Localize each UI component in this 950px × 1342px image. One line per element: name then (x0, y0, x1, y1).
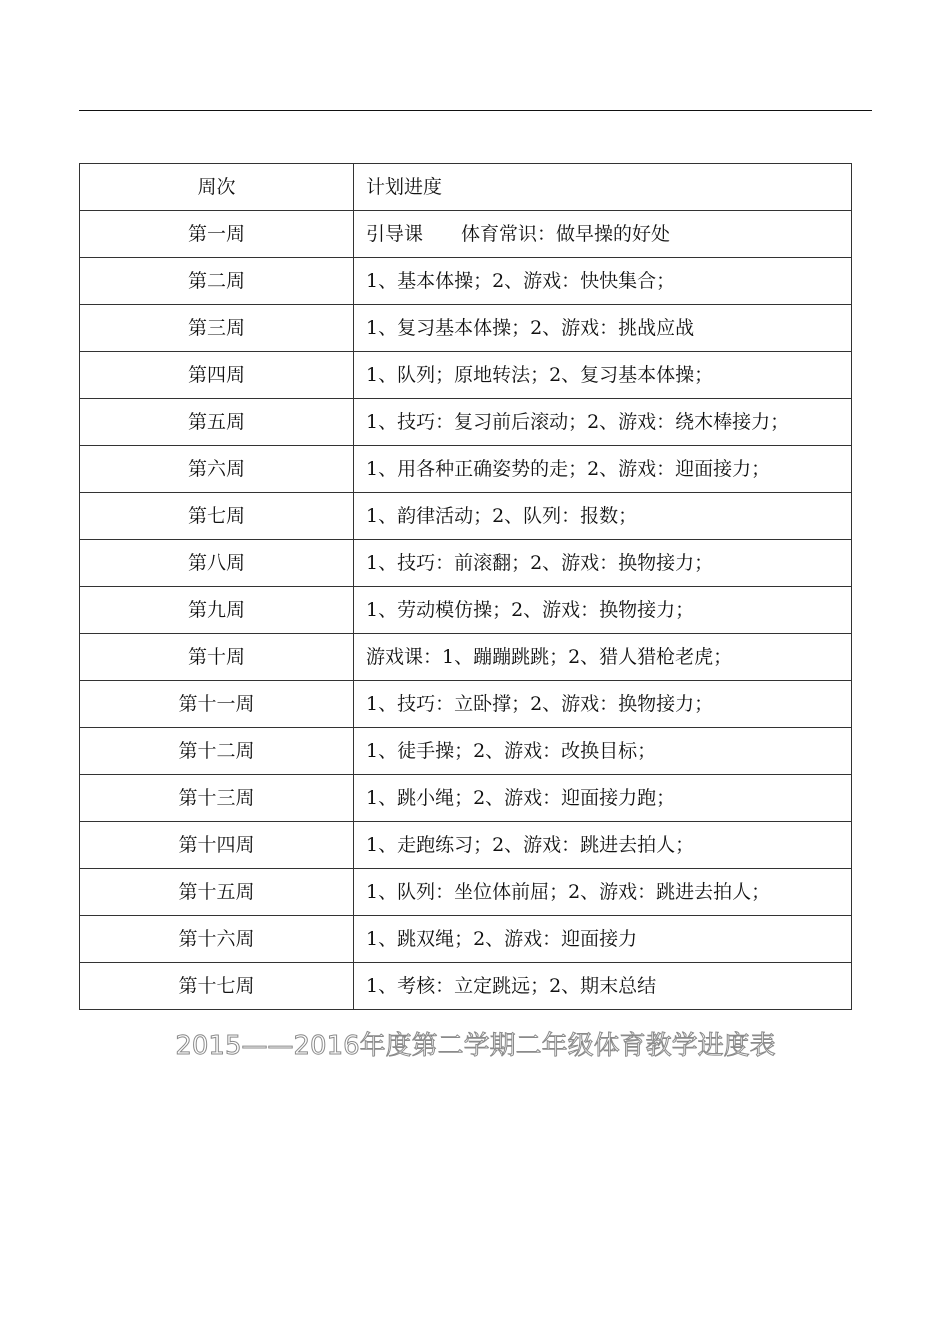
teaching-schedule-table (79, 163, 852, 1010)
plan-cell: 1、韵律活动；2、队列：报数； (354, 493, 852, 540)
table-row (80, 258, 852, 305)
table-header-row (80, 164, 852, 211)
week-cell: 第十二周 (80, 728, 354, 775)
table-row (80, 681, 852, 728)
week-cell: 第八周 (80, 540, 354, 587)
plan-cell: 1、徒手操；2、游戏：改换目标； (354, 728, 852, 775)
week-cell: 第四周 (80, 352, 354, 399)
table-row (80, 728, 852, 775)
plan-cell: 1、走跑练习；2、游戏：跳进去拍人； (354, 822, 852, 869)
week-cell: 第六周 (80, 446, 354, 493)
header-rule (79, 110, 872, 111)
week-cell: 第一周 (80, 211, 354, 258)
week-cell: 第十一周 (80, 681, 354, 728)
table-row (80, 869, 852, 916)
table-row (80, 352, 852, 399)
week-cell: 第十周 (80, 634, 354, 681)
table-row (80, 540, 852, 587)
plan-cell: 1、考核：立定跳远；2、期末总结 (354, 963, 852, 1010)
week-cell: 第九周 (80, 587, 354, 634)
week-cell: 第十六周 (80, 916, 354, 963)
plan-cell: 1、劳动模仿操；2、游戏：换物接力； (354, 587, 852, 634)
plan-cell: 1、跳双绳；2、游戏：迎面接力 (354, 916, 852, 963)
week-cell: 第五周 (80, 399, 354, 446)
table-row (80, 634, 852, 681)
plan-cell: 引导课 体育常识：做早操的好处 (354, 211, 852, 258)
week-cell: 第十七周 (80, 963, 354, 1010)
table-row (80, 493, 852, 540)
week-cell: 第三周 (80, 305, 354, 352)
plan-cell: 1、用各种正确姿势的走；2、游戏：迎面接力； (354, 446, 852, 493)
plan-cell: 1、队列；原地转法；2、复习基本体操； (354, 352, 852, 399)
table-row (80, 963, 852, 1010)
week-cell: 第十三周 (80, 775, 354, 822)
document-title: 2015——2016年度第二学期二年级体育教学进度表 (175, 1031, 776, 1061)
plan-cell: 游戏课：1、蹦蹦跳跳；2、猎人猎枪老虎； (354, 634, 852, 681)
week-cell: 第十五周 (80, 869, 354, 916)
table-row (80, 446, 852, 493)
table-row (80, 587, 852, 634)
table-row (80, 399, 852, 446)
plan-cell: 1、队列：坐位体前屈；2、游戏：跳进去拍人； (354, 869, 852, 916)
table-row (80, 916, 852, 963)
week-cell: 第七周 (80, 493, 354, 540)
table-row (80, 822, 852, 869)
table-row (80, 211, 852, 258)
plan-cell: 1、跳小绳；2、游戏：迎面接力跑； (354, 775, 852, 822)
plan-cell: 1、技巧：立卧撑；2、游戏：换物接力； (354, 681, 852, 728)
plan-cell: 1、基本体操；2、游戏：快快集合； (354, 258, 852, 305)
plan-cell: 1、技巧：复习前后滚动；2、游戏：绕木棒接力； (354, 399, 852, 446)
table-row (80, 305, 852, 352)
week-cell: 第十四周 (80, 822, 354, 869)
table-row (80, 775, 852, 822)
header-plan: 计划进度 (354, 164, 852, 211)
header-week: 周次 (80, 164, 354, 211)
plan-cell: 1、复习基本体操；2、游戏：挑战应战 (354, 305, 852, 352)
week-cell: 第二周 (80, 258, 354, 305)
plan-cell: 1、技巧：前滚翻；2、游戏：换物接力； (354, 540, 852, 587)
